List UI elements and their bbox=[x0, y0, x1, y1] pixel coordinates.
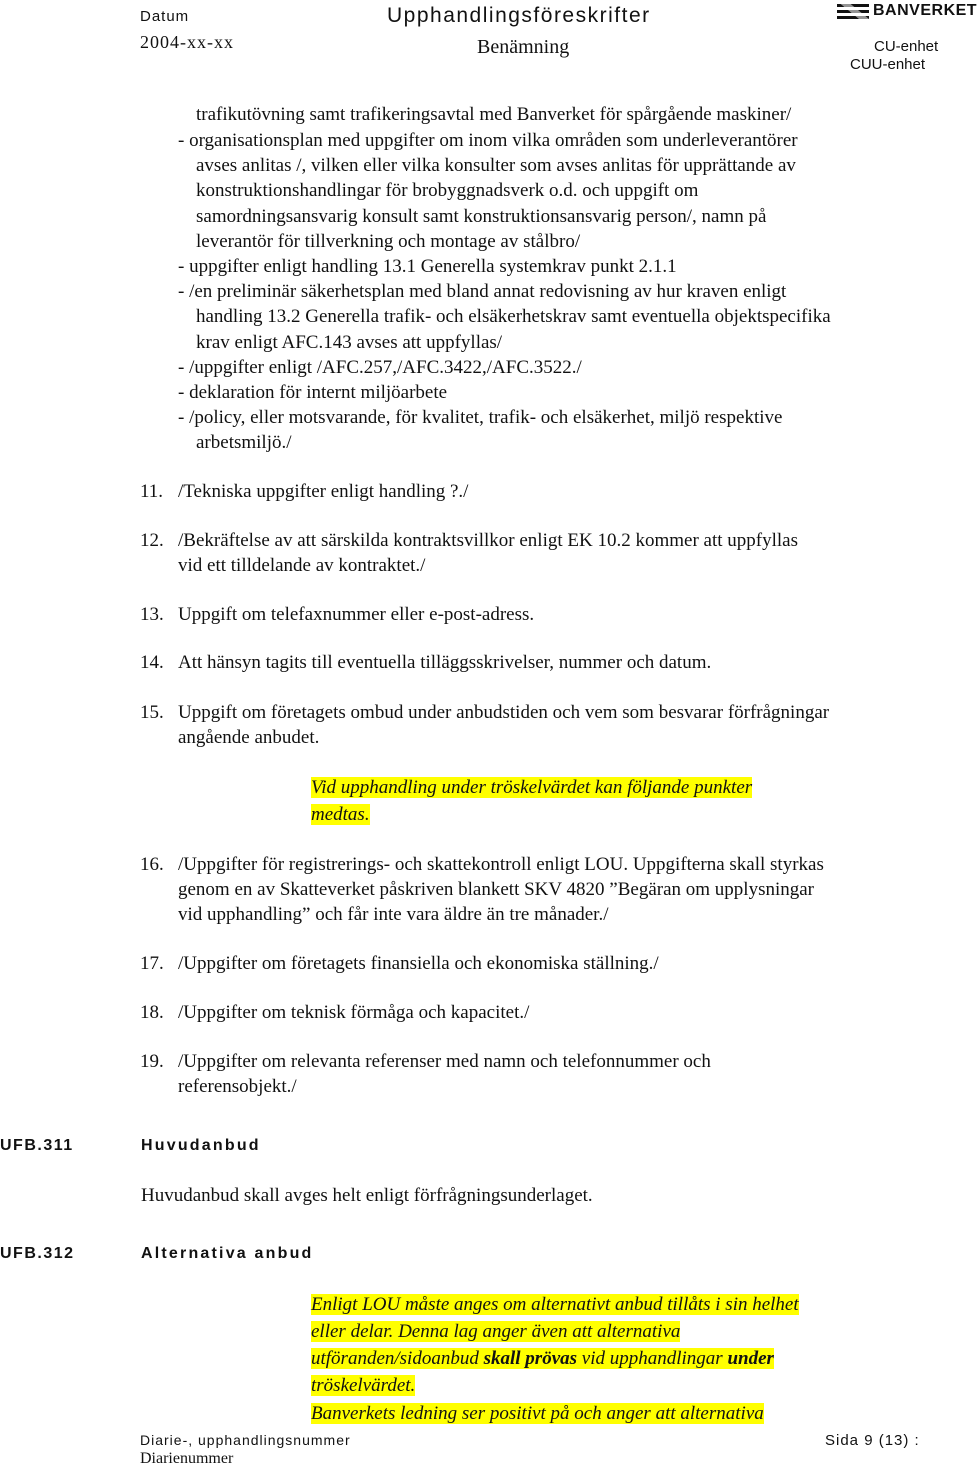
item-text-continuation: referensobjekt./ bbox=[178, 1076, 297, 1097]
body-line: - /en preliminär säkerhetsplan med bland annat redovisning av hur kraven enligt bbox=[178, 281, 787, 302]
body-line: samordningsansvarig konsult samt konstruktionsansvarig person/, namn på bbox=[196, 206, 767, 227]
date-label: Datum bbox=[140, 8, 190, 25]
list-item-17 bbox=[140, 951, 659, 976]
item-number: 14. bbox=[140, 652, 164, 673]
banverket-logo bbox=[837, 1, 977, 21]
list-item-12 bbox=[140, 528, 798, 553]
section-text-311: Huvudanbud skall avges helt enligt förfrågningsunderlaget. bbox=[141, 1185, 593, 1206]
body-line: konstruktionshandlingar för brobyggnadsverk o.d. och uppgift om bbox=[196, 180, 699, 201]
highlight-text: vid upphandlingar bbox=[577, 1348, 728, 1369]
footer-diary-number: Diarienummer bbox=[140, 1450, 234, 1467]
item-number: 15. bbox=[140, 702, 164, 723]
highlighted-note-line bbox=[311, 802, 370, 827]
item-number: 13. bbox=[140, 604, 164, 625]
body-line: handling 13.2 Generella trafik- och elsäkerhetskrav samt eventuella objektspecifika bbox=[196, 306, 831, 327]
list-item-11 bbox=[140, 479, 468, 504]
item-number: 18. bbox=[140, 1002, 164, 1023]
body-line: krav enligt AFC.143 avses att uppfyllas/ bbox=[196, 332, 503, 353]
highlighted-note-line bbox=[311, 1401, 764, 1426]
highlight-text: medtas. bbox=[311, 804, 370, 825]
highlighted-note-line bbox=[311, 1319, 680, 1344]
page-number: Sida 9 (13) : bbox=[825, 1432, 920, 1449]
item-number: 16. bbox=[140, 854, 164, 875]
highlight-text: tröskelvärdet. bbox=[311, 1375, 416, 1396]
section-title-311: Huvudanbud bbox=[141, 1137, 261, 1154]
item-text: Uppgift om telefaxnummer eller e-post-adress. bbox=[178, 604, 535, 625]
item-text: /Uppgifter om företagets finansiella och ekonomiska ställning./ bbox=[178, 953, 659, 974]
logo-stripes-icon bbox=[837, 1, 869, 21]
document-title: Upphandlingsföreskrifter bbox=[387, 4, 651, 27]
footer-diary-label: Diarie-, upphandlingsnummer bbox=[140, 1432, 351, 1448]
item-text-continuation: genom en av Skatteverket påskriven blankett SKV 4820 ”Begäran om upplysningar bbox=[178, 879, 814, 900]
section-title-312: Alternativa anbud bbox=[141, 1245, 314, 1262]
highlighted-note-line bbox=[311, 1292, 799, 1317]
body-line: - /uppgifter enligt /AFC.257,/AFC.3422,/AFC.3522./ bbox=[178, 357, 582, 378]
highlight-text: Banverkets ledning ser positivt på och anger att alternativa bbox=[311, 1403, 764, 1424]
highlight-text: eller delar. Denna lag anger även att alternativa bbox=[311, 1321, 681, 1342]
list-item-14 bbox=[140, 650, 711, 675]
item-text: Uppgift om företagets ombud under anbudstiden och vem som besvarar förfrågningar bbox=[178, 702, 830, 723]
item-number: 17. bbox=[140, 953, 164, 974]
list-item-16 bbox=[140, 852, 824, 877]
body-line: - organisationsplan med uppgifter om inom vilka områden som underleverantörer bbox=[178, 130, 798, 151]
item-text-continuation: angående anbudet. bbox=[178, 727, 320, 748]
highlight-text: Vid upphandling under tröskelvärdet kan följande punkter bbox=[311, 777, 753, 798]
cuu-unit: CUU-enhet bbox=[850, 56, 926, 73]
highlight-text-bold: under bbox=[727, 1348, 774, 1369]
list-item-19 bbox=[140, 1049, 711, 1074]
item-text: /Bekräftelse av att särskilda kontraktsvillkor enligt EK 10.2 kommer att uppfyllas bbox=[178, 530, 798, 551]
item-text: /Uppgifter om relevanta referenser med namn och telefonnummer och bbox=[178, 1051, 711, 1072]
list-item-15 bbox=[140, 700, 829, 725]
document-subtitle: Benämning bbox=[477, 36, 570, 58]
body-line: - deklaration för internt miljöarbete bbox=[178, 382, 448, 403]
item-number: 12. bbox=[140, 530, 164, 551]
cu-unit: CU-enhet bbox=[874, 38, 939, 55]
item-number: 19. bbox=[140, 1051, 164, 1072]
highlighted-note-line bbox=[311, 775, 752, 800]
logo-text: BANVERKET bbox=[873, 2, 977, 19]
item-text: /Tekniska uppgifter enligt handling ?./ bbox=[178, 481, 469, 502]
section-code-311: UFB.311 bbox=[0, 1137, 74, 1154]
highlight-text: Enligt LOU måste anges om alternativt anbud tillåts i sin helhet bbox=[311, 1294, 799, 1315]
list-item-13 bbox=[140, 602, 534, 627]
body-line: leverantör för tillverkning och montage av stålbro/ bbox=[196, 231, 581, 252]
item-text: /Uppgifter om teknisk förmåga och kapacitet./ bbox=[178, 1002, 530, 1023]
date-value: 2004-xx-xx bbox=[140, 32, 234, 52]
list-item-18 bbox=[140, 1000, 529, 1025]
highlighted-note-line bbox=[311, 1346, 774, 1371]
body-line: avses anlitas /, vilken eller vilka konsulter som avses anlitas för upprättande av bbox=[196, 155, 796, 176]
section-code-312: UFB.312 bbox=[0, 1245, 75, 1262]
item-text-continuation: vid upphandling” och får inte vara äldre än tre månader./ bbox=[178, 904, 609, 925]
body-line: - /policy, eller motsvarande, för kvalitet, trafik- och elsäkerhet, miljö respektive bbox=[178, 407, 783, 428]
highlight-text-bold: skall prövas bbox=[483, 1348, 578, 1369]
body-line: - uppgifter enligt handling 13.1 Generella systemkrav punkt 2.1.1 bbox=[178, 256, 677, 277]
highlighted-note-line bbox=[311, 1373, 415, 1398]
body-line: arbetsmiljö./ bbox=[196, 432, 292, 453]
item-text: /Uppgifter för registrerings- och skattekontroll enligt LOU. Uppgifterna skall styrkas bbox=[178, 854, 824, 875]
item-text: Att hänsyn tagits till eventuella tilläggsskrivelser, nummer och datum. bbox=[178, 652, 712, 673]
highlight-text: utföranden/sidoanbud bbox=[311, 1348, 484, 1369]
item-number: 11. bbox=[140, 481, 164, 502]
item-text-continuation: vid ett tilldelande av kontraktet./ bbox=[178, 555, 426, 576]
body-line: trafikutövning samt trafikeringsavtal med Banverket för spårgående maskiner/ bbox=[196, 104, 792, 125]
